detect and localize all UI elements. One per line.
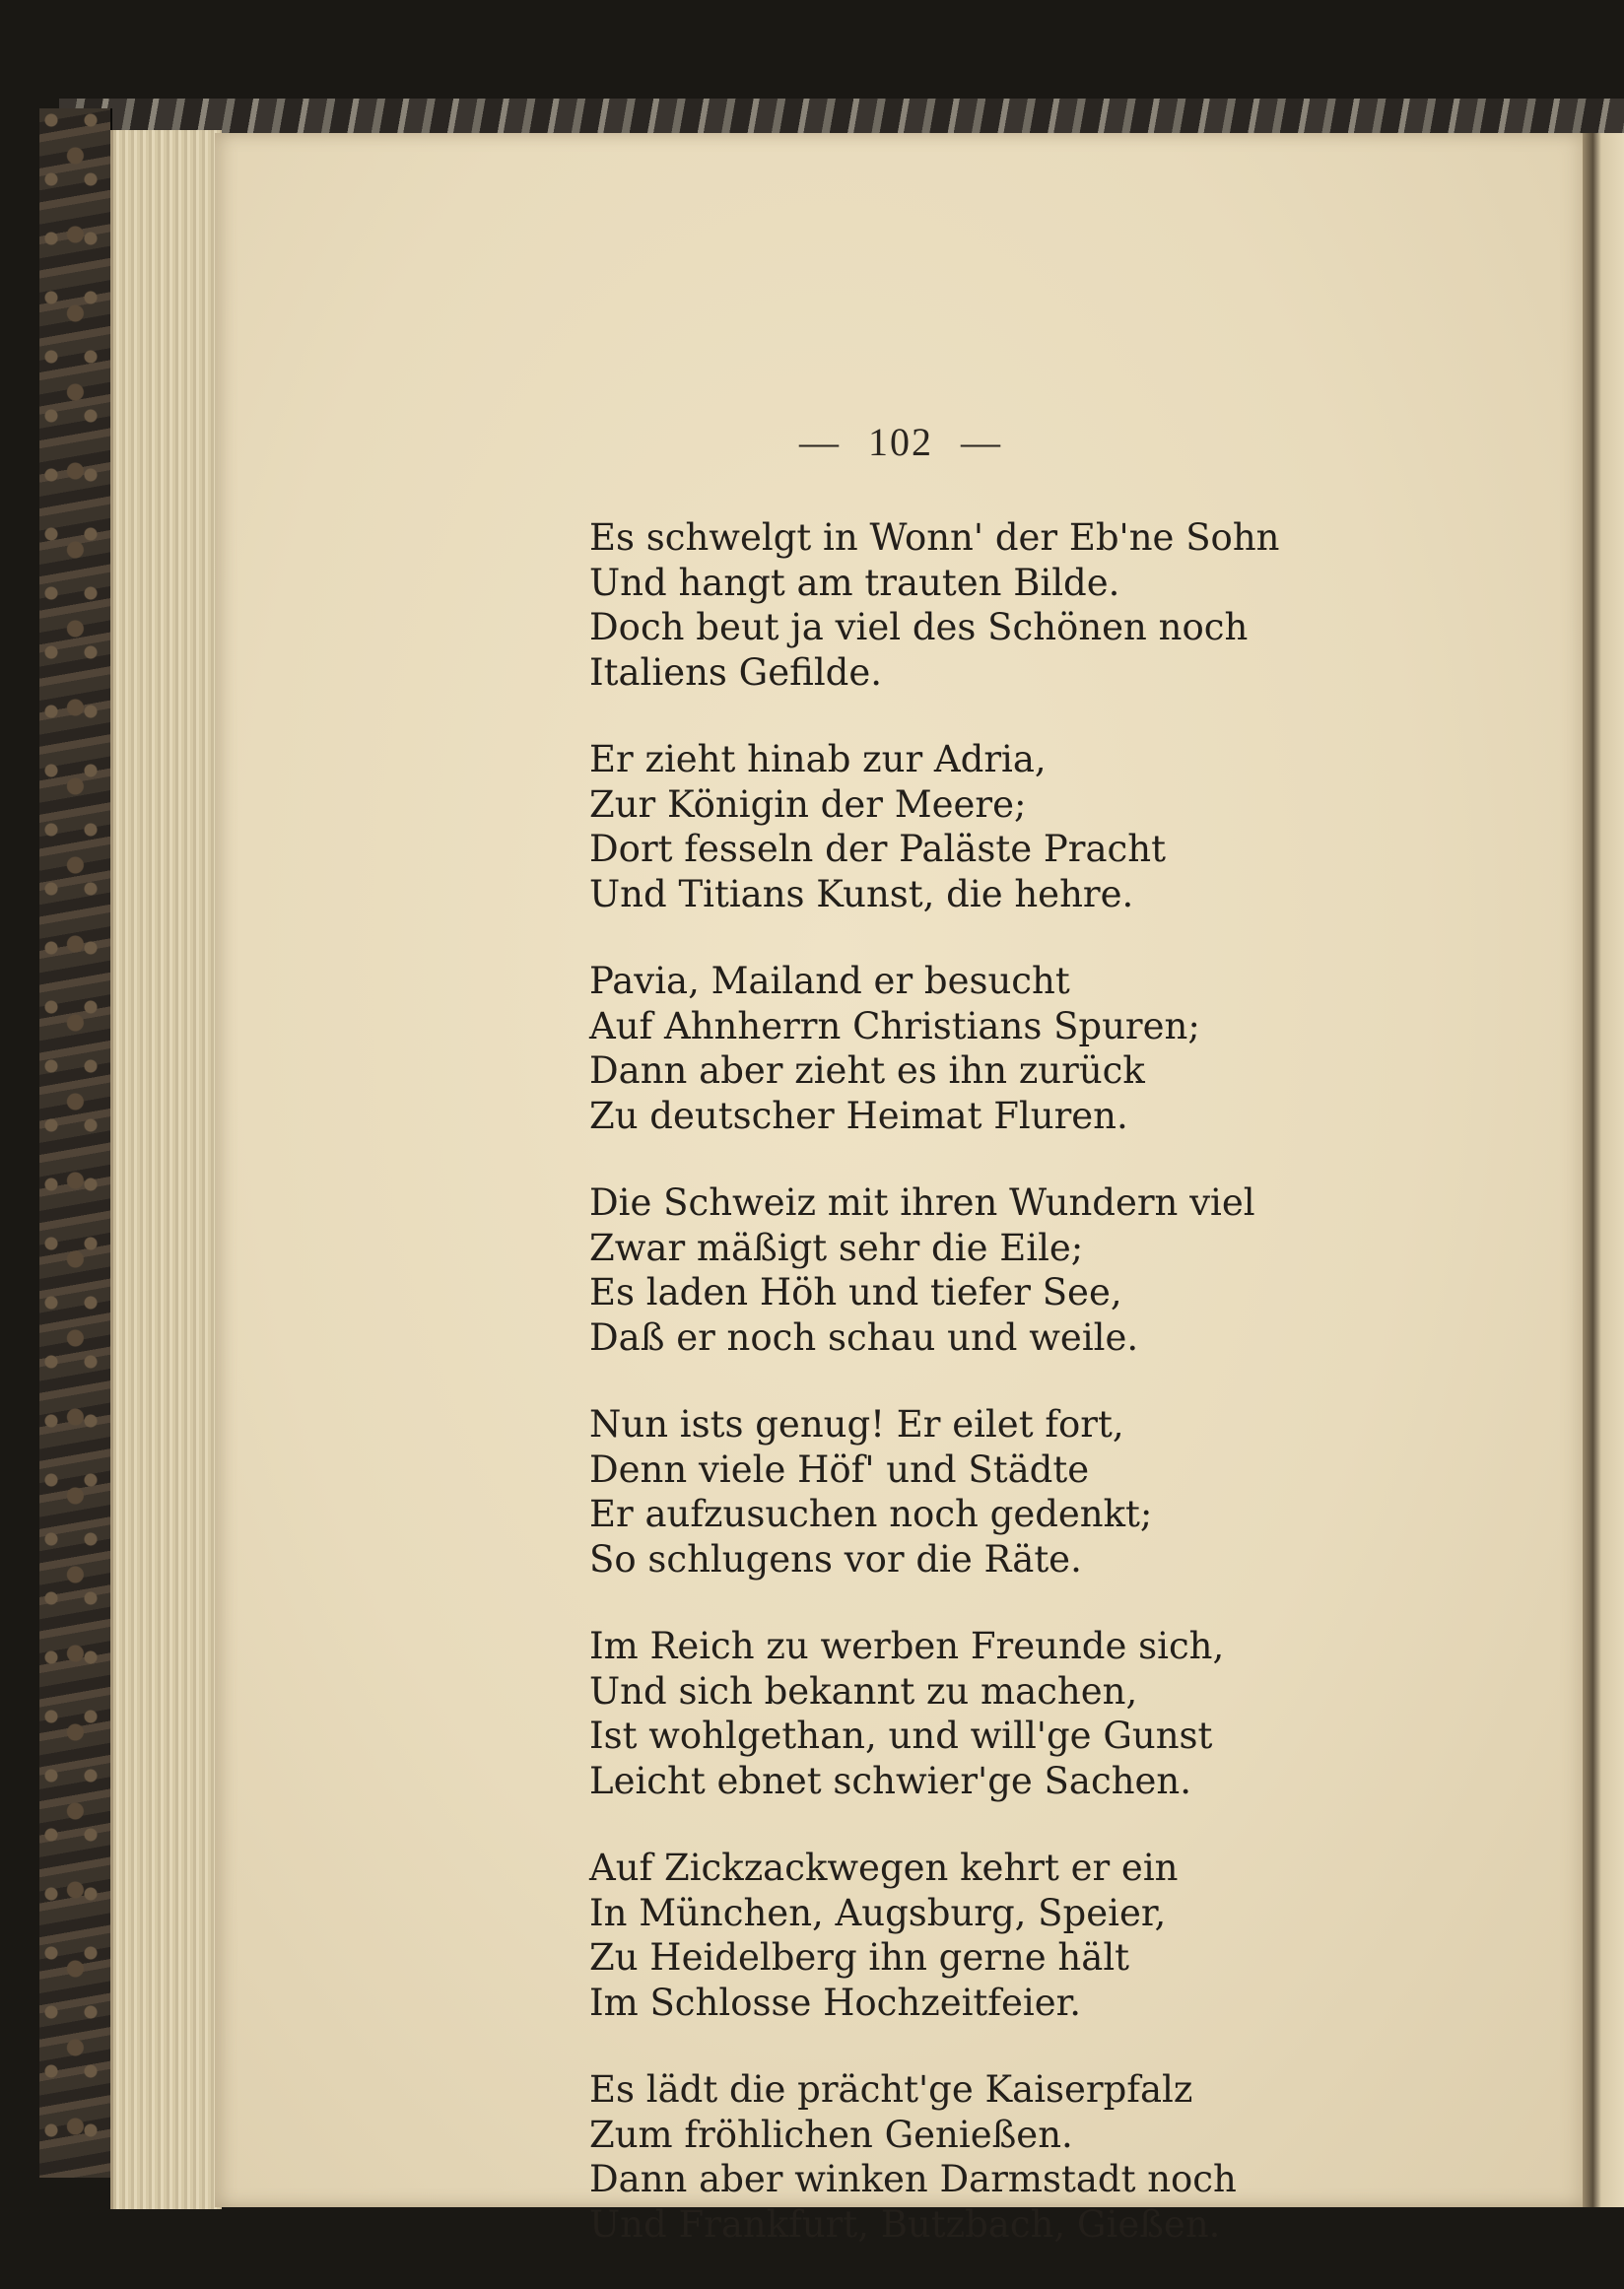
stanza [589, 737, 1516, 916]
verse-line: Auf Ahnherrn Christians Spuren; [589, 1004, 1200, 1047]
stanza [589, 2067, 1516, 2247]
verse-line: Italiens Gefilde. [589, 650, 882, 694]
verse-line: Im Schlosse Hochzeitfeier. [589, 1981, 1081, 2024]
page-number: 102 [868, 420, 933, 464]
verse-line: Leicht ebnet schwier'ge Sachen. [589, 1759, 1192, 1802]
verse-line: In München, Augsburg, Speier, [589, 1891, 1167, 1934]
book-page [215, 133, 1587, 2246]
verse-line: Die Schweiz mit ihren Wundern viel [589, 1181, 1255, 1224]
verse-line: Denn viele Höf' und Städte [589, 1447, 1090, 1491]
verse-line: Zwar mäßigt sehr die Eile; [589, 1226, 1084, 1269]
verse-line: Und hangt am trauten Bilde. [589, 561, 1120, 604]
verse-line: So schlugens vor die Räte. [589, 1537, 1082, 1581]
stanza [589, 1402, 1516, 1582]
stanza [589, 1846, 1516, 2025]
verse-line: Ist wohlgethan, und will'ge Gunst [589, 1715, 1213, 1757]
stanza [589, 1180, 1516, 1360]
poem [589, 515, 1516, 2289]
verse-line: Zu deutscher Heimat Fluren. [589, 1094, 1128, 1137]
verse-line: Es lädt die prächt'ge Kaiserpfalz [589, 2068, 1193, 2111]
stanza [589, 515, 1516, 695]
verse-line: Doch beut ja viel des Schönen noch [589, 606, 1249, 648]
stanza [589, 1624, 1516, 1803]
verse-line: Pavia, Mailand er besucht [589, 960, 1070, 1002]
verse-line: Er zieht hinab zur Adria, [589, 738, 1047, 780]
dash-right: — [961, 420, 1002, 464]
verse-line: Zum fröhlichen Genießen. [589, 2113, 1073, 2156]
stanza [589, 959, 1516, 1138]
verse-line: Und Frankfurt, Butzbach, Gießen. [589, 2202, 1221, 2246]
verse-line: Und Titians Kunst, die hehre. [589, 872, 1134, 915]
verse-line: Es laden Höh und tiefer See, [589, 1271, 1122, 1313]
page-gutter [1583, 133, 1624, 2207]
verse-line: Es schwelgt in Wonn' der Eb'ne Sohn [589, 516, 1280, 559]
verse-line: Zu Heidelberg ihn gerne hält [589, 1936, 1130, 1979]
page-edges [110, 130, 222, 2209]
verse-line: Dann aber zieht es ihn zurück [589, 1049, 1145, 1092]
book-cover-left [39, 108, 112, 2178]
verse-line: Im Reich zu werben Freunde sich, [589, 1625, 1225, 1667]
verse-line: Nun ists genug! Er eilet fort, [589, 1403, 1124, 1446]
verse-line: Und sich bekannt zu machen, [589, 1669, 1138, 1713]
dash-left: — [799, 420, 841, 464]
verse-line: Er aufzusuchen noch gedenkt; [589, 1493, 1153, 1535]
book-cover-top [59, 99, 1624, 138]
verse-line: Daß er noch schau und weile. [589, 1315, 1139, 1359]
page-number-header [215, 419, 1587, 465]
verse-line: Auf Zickzackwegen kehrt er ein [589, 1847, 1179, 1889]
verse-line: Dort fesseln der Paläste Pracht [589, 828, 1166, 870]
verse-line: Zur Königin der Meere; [589, 782, 1027, 826]
verse-line: Dann aber winken Darmstadt noch [589, 2158, 1237, 2200]
